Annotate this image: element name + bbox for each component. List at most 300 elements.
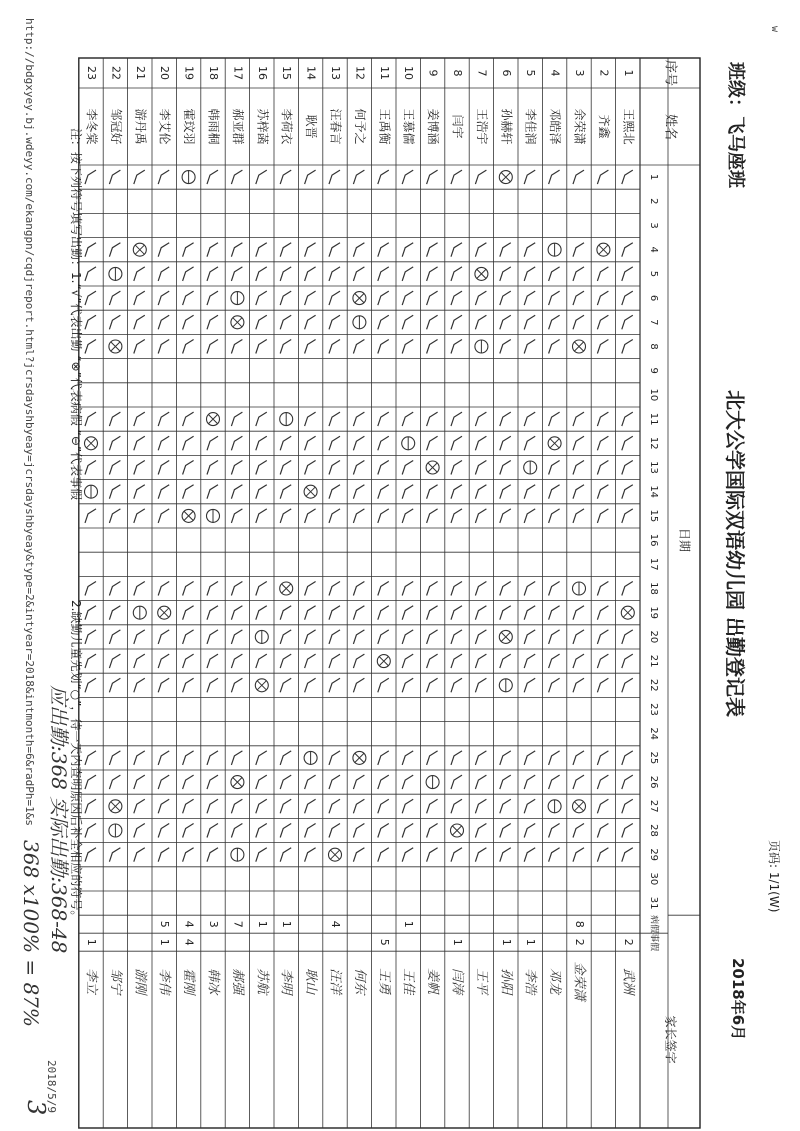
attendance-check	[622, 678, 633, 692]
row-seq: 19	[182, 66, 196, 80]
attendance-check	[329, 509, 340, 523]
row-name: 郝亚群	[230, 108, 245, 145]
day-number: 18	[648, 582, 659, 595]
attendance-check	[427, 678, 438, 692]
parent-signature: 孙阳	[498, 968, 514, 995]
attendance-check	[524, 315, 535, 329]
row-seq: 9	[426, 69, 440, 77]
attendance-check	[256, 291, 267, 305]
attendance-check	[597, 461, 608, 475]
attendance-check	[207, 799, 218, 813]
day-number: 31	[648, 896, 659, 910]
attendance-check	[549, 678, 560, 692]
attendance-check	[329, 751, 340, 765]
attendance-sick-cross	[575, 802, 584, 811]
row-name: 齐鑫	[596, 114, 611, 139]
parent-signature: 何东	[351, 968, 367, 995]
attendance-check	[158, 340, 169, 354]
attendance-check	[427, 582, 438, 596]
attendance-sick-cross	[379, 657, 388, 666]
attendance-check	[500, 243, 511, 257]
day-number: 16	[648, 533, 659, 547]
attendance-check	[378, 243, 389, 257]
attendance-check	[524, 412, 535, 426]
page-corner-mark: w	[769, 26, 780, 33]
attendance-check	[622, 799, 633, 813]
attendance-check	[134, 799, 145, 813]
attendance-check	[378, 799, 389, 813]
attendance-check	[207, 340, 218, 354]
attendance-check	[524, 751, 535, 765]
attendance-check	[524, 582, 535, 596]
attendance-check	[500, 824, 511, 838]
attendance-check	[549, 848, 560, 862]
attendance-check	[183, 291, 194, 305]
day-number: 8	[648, 343, 659, 350]
attendance-check	[85, 461, 96, 475]
attendance-check	[402, 291, 413, 305]
attendance-check	[524, 291, 535, 305]
row-personal-count: 1	[158, 938, 172, 946]
attendance-check	[256, 775, 267, 789]
attendance-check	[158, 824, 169, 838]
attendance-check	[378, 630, 389, 644]
attendance-check	[109, 485, 120, 499]
attendance-check	[573, 775, 584, 789]
row-personal-count: 2	[573, 938, 586, 946]
day-number: 29	[648, 848, 659, 862]
attendance-check	[353, 630, 364, 644]
attendance-check	[85, 751, 96, 765]
footer-note-2: 2.缺勤儿童先划“○”，待一天内查明原因后补全相应的符号。	[69, 600, 83, 923]
attendance-check	[134, 582, 145, 596]
attendance-check	[378, 485, 389, 499]
attendance-check	[353, 243, 364, 257]
attendance-check	[451, 412, 462, 426]
attendance-check	[183, 340, 194, 354]
page-number: 页码: 1/1(W)	[767, 840, 781, 913]
attendance-check	[451, 582, 462, 596]
attendance-check	[305, 170, 316, 184]
attendance-check	[329, 315, 340, 329]
attendance-check	[305, 824, 316, 838]
parent-signature: 霍刚	[181, 968, 197, 995]
attendance-sick-cross	[257, 681, 266, 690]
attendance-check	[256, 582, 267, 596]
attendance-check	[475, 751, 486, 765]
attendance-check	[597, 170, 608, 184]
attendance-check	[500, 848, 511, 862]
attendance-check	[500, 436, 511, 450]
row-seq: 20	[158, 66, 172, 80]
attendance-sick-cross	[233, 778, 242, 787]
day-number: 20	[648, 630, 659, 644]
attendance-check	[622, 848, 633, 862]
attendance-check	[158, 678, 169, 692]
parent-signature: 邹宁	[107, 968, 123, 995]
attendance-check	[597, 485, 608, 499]
attendance-check	[573, 509, 584, 523]
attendance-check	[134, 751, 145, 765]
attendance-check	[256, 170, 267, 184]
row-name: 苏梓菡	[255, 108, 270, 145]
attendance-check	[183, 243, 194, 257]
attendance-check	[378, 751, 389, 765]
attendance-check	[134, 267, 145, 281]
day-number: 21	[648, 654, 659, 668]
attendance-check	[109, 412, 120, 426]
attendance-check	[597, 630, 608, 644]
attendance-check	[573, 678, 584, 692]
row-seq: 14	[304, 66, 318, 80]
parent-signature: 金荣潇	[571, 961, 587, 1001]
attendance-check	[378, 606, 389, 620]
parent-signature: 邓龙	[547, 968, 563, 995]
attendance-check	[475, 775, 486, 789]
attendance-check	[451, 654, 462, 668]
attendance-check	[280, 170, 291, 184]
attendance-check	[305, 509, 316, 523]
attendance-check	[280, 678, 291, 692]
parent-signature: 李立	[83, 968, 99, 995]
header-name: 姓名	[662, 113, 678, 141]
parent-signature: 李明	[278, 968, 294, 995]
attendance-check	[134, 291, 145, 305]
attendance-check	[256, 436, 267, 450]
attendance-check	[597, 799, 608, 813]
attendance-check	[597, 315, 608, 329]
row-seq: 23	[85, 66, 98, 80]
row-name: 王禹衡	[377, 108, 392, 145]
attendance-check	[231, 654, 242, 668]
attendance-check	[524, 340, 535, 354]
attendance-check	[134, 340, 145, 354]
attendance-check	[427, 751, 438, 765]
attendance-sick-cross	[331, 850, 340, 859]
attendance-check	[329, 436, 340, 450]
row-seq: 3	[573, 69, 586, 77]
attendance-check	[353, 267, 364, 281]
attendance-check	[134, 630, 145, 644]
attendance-check	[524, 509, 535, 523]
attendance-check	[109, 678, 120, 692]
attendance-check	[183, 582, 194, 596]
attendance-check	[549, 412, 560, 426]
attendance-check	[597, 751, 608, 765]
attendance-check	[85, 824, 96, 838]
attendance-check	[134, 436, 145, 450]
day-number: 23	[648, 703, 659, 716]
attendance-check	[622, 824, 633, 838]
attendance-check	[353, 582, 364, 596]
attendance-check	[158, 509, 169, 523]
attendance-check	[109, 751, 120, 765]
attendance-check	[524, 848, 535, 862]
attendance-check	[427, 606, 438, 620]
attendance-check	[305, 461, 316, 475]
attendance-check	[353, 170, 364, 184]
attendance-check	[207, 243, 218, 257]
attendance-check	[207, 461, 218, 475]
row-name: 霍玟羽	[182, 108, 197, 145]
attendance-check	[256, 267, 267, 281]
attendance-check	[158, 630, 169, 644]
attendance-check	[451, 291, 462, 305]
attendance-check	[475, 824, 486, 838]
attendance-sick-cross	[160, 608, 169, 617]
attendance-check	[475, 291, 486, 305]
attendance-check	[451, 267, 462, 281]
attendance-sick-cross	[111, 342, 120, 351]
day-number: 28	[648, 824, 659, 837]
attendance-check	[207, 775, 218, 789]
attendance-check	[500, 315, 511, 329]
attendance-check	[280, 775, 291, 789]
day-number: 6	[648, 294, 659, 302]
parent-signature: 武洲	[620, 968, 636, 995]
row-seq: 2	[597, 69, 611, 77]
attendance-check	[256, 824, 267, 838]
attendance-check	[427, 243, 438, 257]
parent-signature: 苏航	[254, 968, 270, 995]
attendance-sick-cross	[209, 415, 218, 424]
attendance-check	[183, 678, 194, 692]
attendance-check	[622, 654, 633, 668]
row-personal-count: 1	[85, 938, 98, 946]
corner-date: 2018/5/9	[45, 1060, 58, 1113]
attendance-check	[231, 340, 242, 354]
attendance-check	[207, 291, 218, 305]
attendance-check	[573, 630, 584, 644]
attendance-check	[256, 243, 267, 257]
attendance-check	[402, 606, 413, 620]
attendance-check	[427, 799, 438, 813]
attendance-check	[427, 412, 438, 426]
attendance-check	[475, 678, 486, 692]
attendance-check	[158, 436, 169, 450]
attendance-check	[85, 848, 96, 862]
attendance-check	[549, 775, 560, 789]
attendance-check	[305, 630, 316, 644]
attendance-check	[573, 243, 584, 257]
attendance-check	[451, 461, 462, 475]
row-name: 邓皓泽	[548, 108, 563, 145]
attendance-check	[134, 412, 145, 426]
day-number: 12	[648, 436, 659, 450]
attendance-check	[378, 509, 389, 523]
day-number: 17	[648, 557, 659, 571]
attendance-check	[451, 678, 462, 692]
attendance-check	[183, 606, 194, 620]
attendance-sick-cross	[233, 318, 242, 327]
attendance-check	[427, 315, 438, 329]
attendance-check	[231, 799, 242, 813]
attendance-check	[158, 267, 169, 281]
attendance-check	[378, 170, 389, 184]
attendance-check	[280, 485, 291, 499]
attendance-check	[109, 436, 120, 450]
row-seq: 4	[548, 69, 562, 77]
attendance-check	[597, 654, 608, 668]
row-sick-count: 4	[182, 920, 196, 928]
attendance-check	[329, 606, 340, 620]
row-name: 李佳润	[523, 108, 538, 145]
attendance-check	[378, 461, 389, 475]
attendance-check	[451, 170, 462, 184]
attendance-check	[402, 799, 413, 813]
attendance-check	[256, 606, 267, 620]
attendance-check	[85, 315, 96, 329]
attendance-sick-cross	[453, 826, 462, 835]
row-name: 何予之	[352, 108, 367, 145]
row-name: 王浩宇	[474, 108, 489, 145]
attendance-check	[207, 582, 218, 596]
row-name: 王慕儒	[401, 108, 416, 145]
attendance-check	[573, 751, 584, 765]
attendance-check	[622, 170, 633, 184]
parent-signature: 闫涛	[449, 968, 465, 995]
attendance-check	[427, 654, 438, 668]
attendance-check	[207, 630, 218, 644]
attendance-check	[597, 291, 608, 305]
attendance-check	[134, 170, 145, 184]
attendance-check	[158, 582, 169, 596]
attendance-check	[231, 243, 242, 257]
attendance-check	[280, 267, 291, 281]
attendance-check	[524, 775, 535, 789]
attendance-check	[378, 267, 389, 281]
attendance-check	[231, 267, 242, 281]
parent-signature: 李伟	[156, 968, 172, 995]
attendance-check	[85, 799, 96, 813]
parent-signature: 韩冰	[205, 968, 221, 995]
attendance-check	[329, 630, 340, 644]
attendance-check	[475, 461, 486, 475]
row-seq: 17	[231, 66, 245, 80]
row-personal-count: 1	[524, 938, 538, 946]
row-name: 余荣潇	[572, 108, 587, 145]
header-date: 日期	[677, 527, 692, 553]
attendance-check	[451, 509, 462, 523]
attendance-check	[280, 243, 291, 257]
year-month: 2018年6月	[729, 958, 747, 1041]
attendance-sick-cross	[135, 245, 144, 254]
attendance-check	[85, 412, 96, 426]
footer-note-1: 注：按下列符号填写出勤：1.“√”代表出勤 “⊗”代表病假 “⊖”代表事假	[69, 128, 83, 501]
attendance-check	[109, 848, 120, 862]
attendance-check	[524, 170, 535, 184]
attendance-check	[500, 267, 511, 281]
attendance-check	[305, 775, 316, 789]
parent-signature: 姜帆	[425, 968, 441, 995]
attendance-check	[353, 485, 364, 499]
attendance-check	[109, 291, 120, 305]
attendance-check	[573, 267, 584, 281]
attendance-check	[622, 630, 633, 644]
attendance-check	[109, 243, 120, 257]
attendance-check	[549, 461, 560, 475]
day-number: 7	[648, 319, 659, 326]
attendance-check	[451, 751, 462, 765]
row-sick-count: 7	[231, 920, 245, 928]
attendance-check	[427, 267, 438, 281]
attendance-check	[183, 436, 194, 450]
attendance-check	[549, 291, 560, 305]
row-seq: 12	[353, 66, 367, 80]
attendance-sick-cross	[282, 584, 291, 593]
attendance-check	[622, 485, 633, 499]
attendance-check	[134, 654, 145, 668]
day-number: 5	[648, 270, 659, 278]
attendance-check	[231, 606, 242, 620]
attendance-check	[427, 848, 438, 862]
attendance-check	[475, 799, 486, 813]
attendance-check	[353, 848, 364, 862]
attendance-check	[85, 775, 96, 789]
attendance-check	[402, 461, 413, 475]
attendance-check	[158, 461, 169, 475]
attendance-check	[109, 606, 120, 620]
attendance-check	[329, 267, 340, 281]
attendance-check	[134, 678, 145, 692]
attendance-check	[134, 485, 145, 499]
attendance-check	[305, 654, 316, 668]
attendance-check	[549, 654, 560, 668]
attendance-check	[475, 412, 486, 426]
attendance-check	[622, 751, 633, 765]
row-personal-count: 4	[182, 938, 196, 946]
attendance-check	[280, 461, 291, 475]
attendance-check	[549, 582, 560, 596]
attendance-check	[183, 485, 194, 499]
attendance-check	[524, 630, 535, 644]
attendance-check	[402, 412, 413, 426]
attendance-check	[85, 291, 96, 305]
attendance-check	[353, 775, 364, 789]
attendance-check	[353, 340, 364, 354]
attendance-check	[622, 243, 633, 257]
attendance-check	[134, 848, 145, 862]
attendance-check	[597, 267, 608, 281]
attendance-check	[475, 848, 486, 862]
row-name: 李冬棠	[84, 108, 99, 145]
attendance-check	[305, 436, 316, 450]
attendance-check	[305, 799, 316, 813]
attendance-check	[207, 751, 218, 765]
attendance-check	[231, 678, 242, 692]
attendance-check	[329, 799, 340, 813]
row-name: 闫宇	[450, 114, 465, 139]
attendance-check	[305, 606, 316, 620]
attendance-check	[549, 485, 560, 499]
attendance-check	[85, 170, 96, 184]
day-number: 24	[648, 727, 659, 741]
attendance-check	[280, 436, 291, 450]
attendance-check	[305, 848, 316, 862]
attendance-check	[524, 243, 535, 257]
attendance-check	[329, 412, 340, 426]
attendance-check	[85, 267, 96, 281]
attendance-check	[524, 824, 535, 838]
attendance-check	[207, 267, 218, 281]
attendance-sick-cross	[355, 294, 364, 303]
attendance-check	[549, 509, 560, 523]
parent-signature: 游刚	[132, 968, 148, 995]
attendance-check	[183, 315, 194, 329]
attendance-check	[573, 291, 584, 305]
day-number: 27	[648, 799, 659, 813]
attendance-sick-cross	[355, 753, 364, 762]
